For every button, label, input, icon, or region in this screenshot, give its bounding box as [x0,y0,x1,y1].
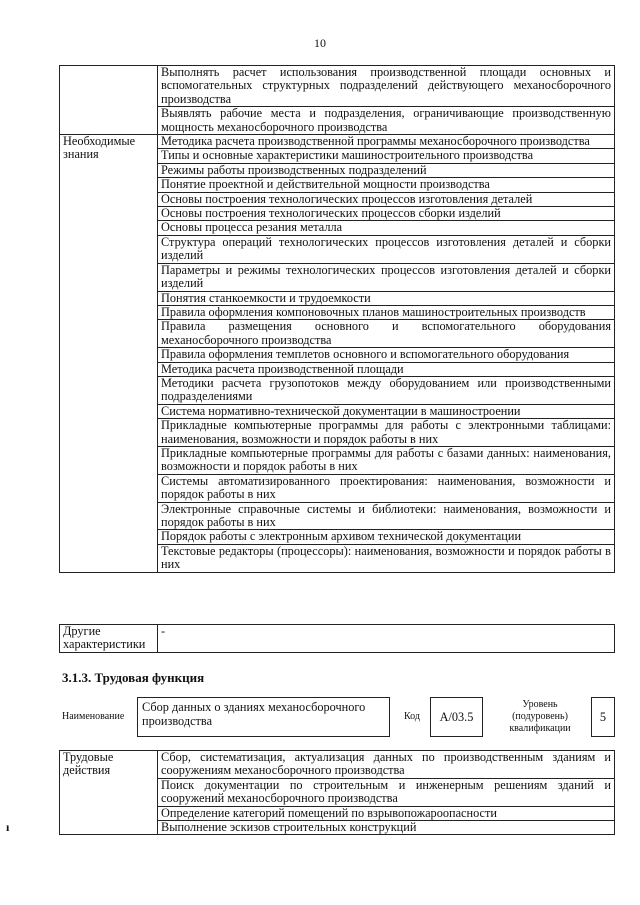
other-characteristics-table [59,624,615,653]
skill-row [60,66,615,107]
knowledge-item: Режимы работы производственных подразделений [158,163,615,177]
knowledge-item: Электронные справочные системы и библиотеки: наименования, возможности и порядок работы в них [158,502,615,530]
knowledge-item: Типы и основные характеристики машиностроительного производства [158,149,615,163]
knowledge-item: Структура операций технологических процессов изготовления деталей и сборки изделий [158,235,615,263]
actions-label: Трудовые действия [60,751,158,835]
knowledge-item: Основы построения технологических процессов сборки изделий [158,207,615,221]
skills-label-cell [60,66,158,135]
competency-table [59,65,615,573]
other-characteristics-value: - [158,625,615,653]
knowledge-item: Правила оформления компоновочных планов машиностроительных производств [158,305,615,319]
knowledge-item: Прикладные компьютерные программы для работы с электронными таблицами: наименования, возможности и порядок работы в них [158,419,615,447]
skill-item: Выполнять расчет использования производственной площади основных и вспомогательных структурных подразделений действующего механосборочного производства [158,66,615,107]
knowledge-item: Основы построения технологических процессов изготовления деталей [158,192,615,206]
knowledge-item: Методики расчета грузопотоков между оборудованием или производственными подразделениями [158,376,615,404]
knowledge-item: Понятия станкоемкости и трудоемкости [158,291,615,305]
knowledge-item: Системы автоматизированного проектирования: наименования, возможности и порядок работы в них [158,474,615,502]
knowledge-item: Прикладные компьютерные программы для работы с базами данных: наименования, возможности и порядок работы в них [158,446,615,474]
level-label: Уровень (подуровень) квалификации [509,699,571,734]
other-characteristics-label: Другие характеристики [60,625,158,653]
knowledge-item: Правила размещения основного и вспомогательного оборудования механосборочного производства [158,320,615,348]
knowledge-item: Порядок работы с электронным архивом технической документации [158,530,615,544]
knowledge-label: Необходимые знания [60,135,158,573]
page-number: 10 [314,36,326,50]
name-label: Наименование [62,711,125,722]
knowledge-item: Правила оформления темплетов основного и вспомогательного оборудования [158,348,615,362]
function-name-box: Сбор данных о зданиях механосборочного производства [137,697,390,737]
knowledge-item: Понятие проектной и действительной мощности производства [158,178,615,192]
knowledge-item: Методика расчета производственной программы механосборочного производства [158,135,615,149]
level-box: 5 [591,697,615,737]
section-title: 3.1.3. Трудовая функция [62,670,205,685]
code-label: Код [404,711,420,722]
skill-item: Выявлять рабочие места и подразделения, ограничивающие производственную мощность механосборочного производства [158,107,615,135]
labor-actions-table [59,750,615,835]
other-characteristics-row [60,625,615,653]
action-item: Поиск документации по строительным и инженерным решениям зданий и сооружений механосборочного производства [158,778,615,806]
action-item: Сбор, систематизация, актуализация данных по производственным зданиям и сооружениям механосборочного производства [158,751,615,779]
action-item: Определение категорий помещений по взрывопожароопасности [158,806,615,820]
margin-mark: ı [6,820,10,834]
code-box: A/03.5 [430,697,483,737]
knowledge-row [60,135,615,149]
action-item: Выполнение эскизов строительных конструкций [158,821,615,835]
knowledge-item: Методика расчета производственной площади [158,362,615,376]
knowledge-item: Система нормативно-технической документации в машиностроении [158,404,615,418]
knowledge-item: Основы процесса резания металла [158,221,615,235]
knowledge-item: Параметры и режимы технологических процессов изготовления деталей и сборки изделий [158,263,615,291]
action-row [60,751,615,779]
knowledge-item: Текстовые редакторы (процессоры): наименования, возможности и порядок работы в них [158,544,615,572]
